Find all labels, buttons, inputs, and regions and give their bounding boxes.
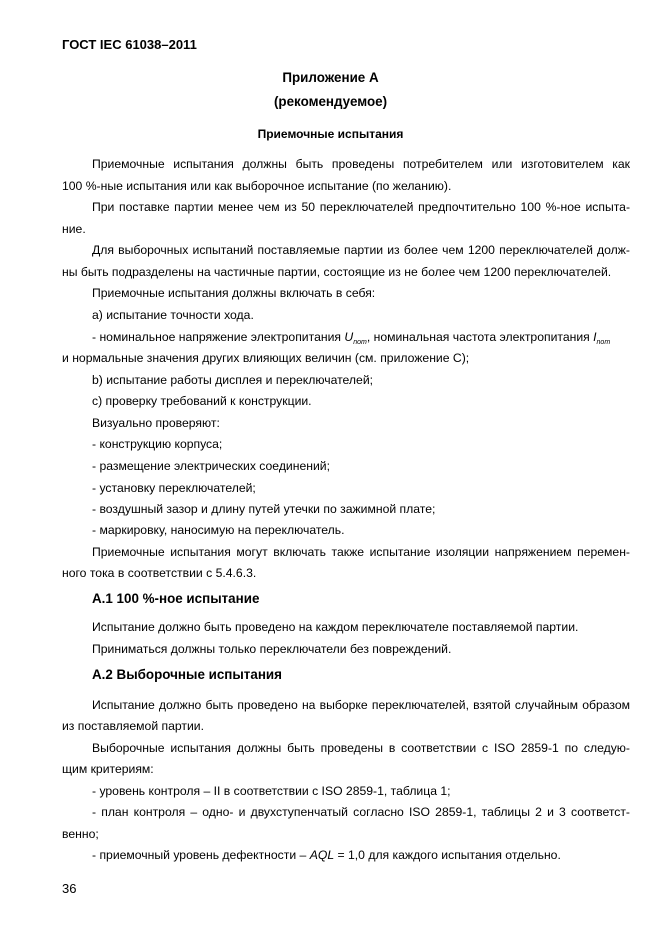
nominal-text: , номинальная частота электропитания (366, 330, 594, 344)
paragraph-line: Приниматься должны только переключатели без повреждений. (92, 642, 452, 656)
paragraph-line: ного тока в соответствии с 5.4.6.3. (62, 566, 257, 580)
paragraph-line: При поставке партии менее чем из 50 переключателей предпочтительно 100 %-ное испыта- (92, 200, 630, 214)
document-id: ГОСТ IEC 61038–2011 (62, 37, 197, 52)
annex-status: (рекомендуемое) (273, 94, 388, 109)
paragraph-line: ны быть подразделены на частичные партии, состоящие из не более чем 1200 переключателей. (62, 265, 612, 279)
paragraph-line: Визуально проверяют: (92, 416, 220, 430)
frequency-symbol: I (593, 330, 597, 344)
paragraph-line: ние. (62, 222, 86, 236)
list-item: - маркировку, наносимую на переключатель. (92, 523, 345, 537)
paragraph-line: 100 %-ные испытания или как выборочное испытание (по желанию). (62, 179, 452, 193)
list-item: - воздушный зазор и длину путей утечки по зажимной плате; (92, 502, 436, 516)
paragraph-line: Испытание должно быть проведено на каждом переключателе поставляемой партии. (92, 620, 579, 634)
paragraph-line: Приемочные испытания должны быть проведены потребителем или изготовителем как (92, 157, 630, 171)
nominal-conditions-line (92, 329, 610, 351)
aql-text: = 1,0 для каждого испытания отдельно. (334, 848, 561, 862)
paragraph-line: из поставляемой партии. (62, 719, 204, 733)
aql-symbol: AQL (309, 848, 335, 862)
list-item: - установку переключателей; (92, 481, 256, 495)
list-item: а) испытание точности хода. (92, 308, 254, 322)
voltage-symbol: U (344, 330, 354, 344)
list-item: b) испытание работы дисплея и переключателей; (92, 373, 374, 387)
list-item (92, 847, 561, 863)
paragraph-line: Приемочные испытания могут включать также испытание изоляции напряжением перемен- (92, 545, 630, 559)
annex-heading: Приемочные испытания (257, 127, 404, 141)
list-item: - уровень контроля – II в соответствии с ISO 2859-1, таблица 1; (92, 784, 451, 798)
paragraph-line: Выборочные испытания должны быть проведены в соответствии с ISO 2859-1 по следую- (92, 741, 630, 755)
list-item: c) проверку требований к конструкции. (92, 394, 312, 408)
list-item: - конструкцию корпуса; (92, 437, 223, 451)
paragraph-line: венно; (62, 827, 99, 841)
list-item: - план контроля – одно- и двухступенчатый согласно ISO 2859-1, таблицы 2 и 3 соответст- (92, 805, 630, 819)
frequency-subscript: nom (596, 339, 611, 346)
section-title-a1: А.1 100 %-ное испытание (92, 591, 260, 606)
paragraph-line: Для выборочных испытаний поставляемые партии из более чем 1200 переключателей долж- (92, 243, 630, 257)
paragraph-line: щим критериям: (62, 762, 154, 776)
paragraph-line: и нормальные значения других влияющих величин (см. приложение С); (62, 351, 470, 365)
paragraph-line: Испытание должно быть проведено на выборке переключателей, взятой случайным образом (92, 698, 630, 712)
paragraph-line: Приемочные испытания должны включать в себя: (92, 286, 376, 300)
voltage-subscript: nom (353, 339, 367, 346)
nominal-text: - номинальное напряжение электропитания (92, 330, 345, 344)
aql-text: - приемочный уровень дефектности – (92, 848, 310, 862)
page-number: 36 (62, 881, 77, 896)
annex-title: Приложение А (282, 70, 379, 85)
section-title-a2: А.2 Выборочные испытания (92, 667, 282, 682)
list-item: - размещение электрических соединений; (92, 459, 330, 473)
